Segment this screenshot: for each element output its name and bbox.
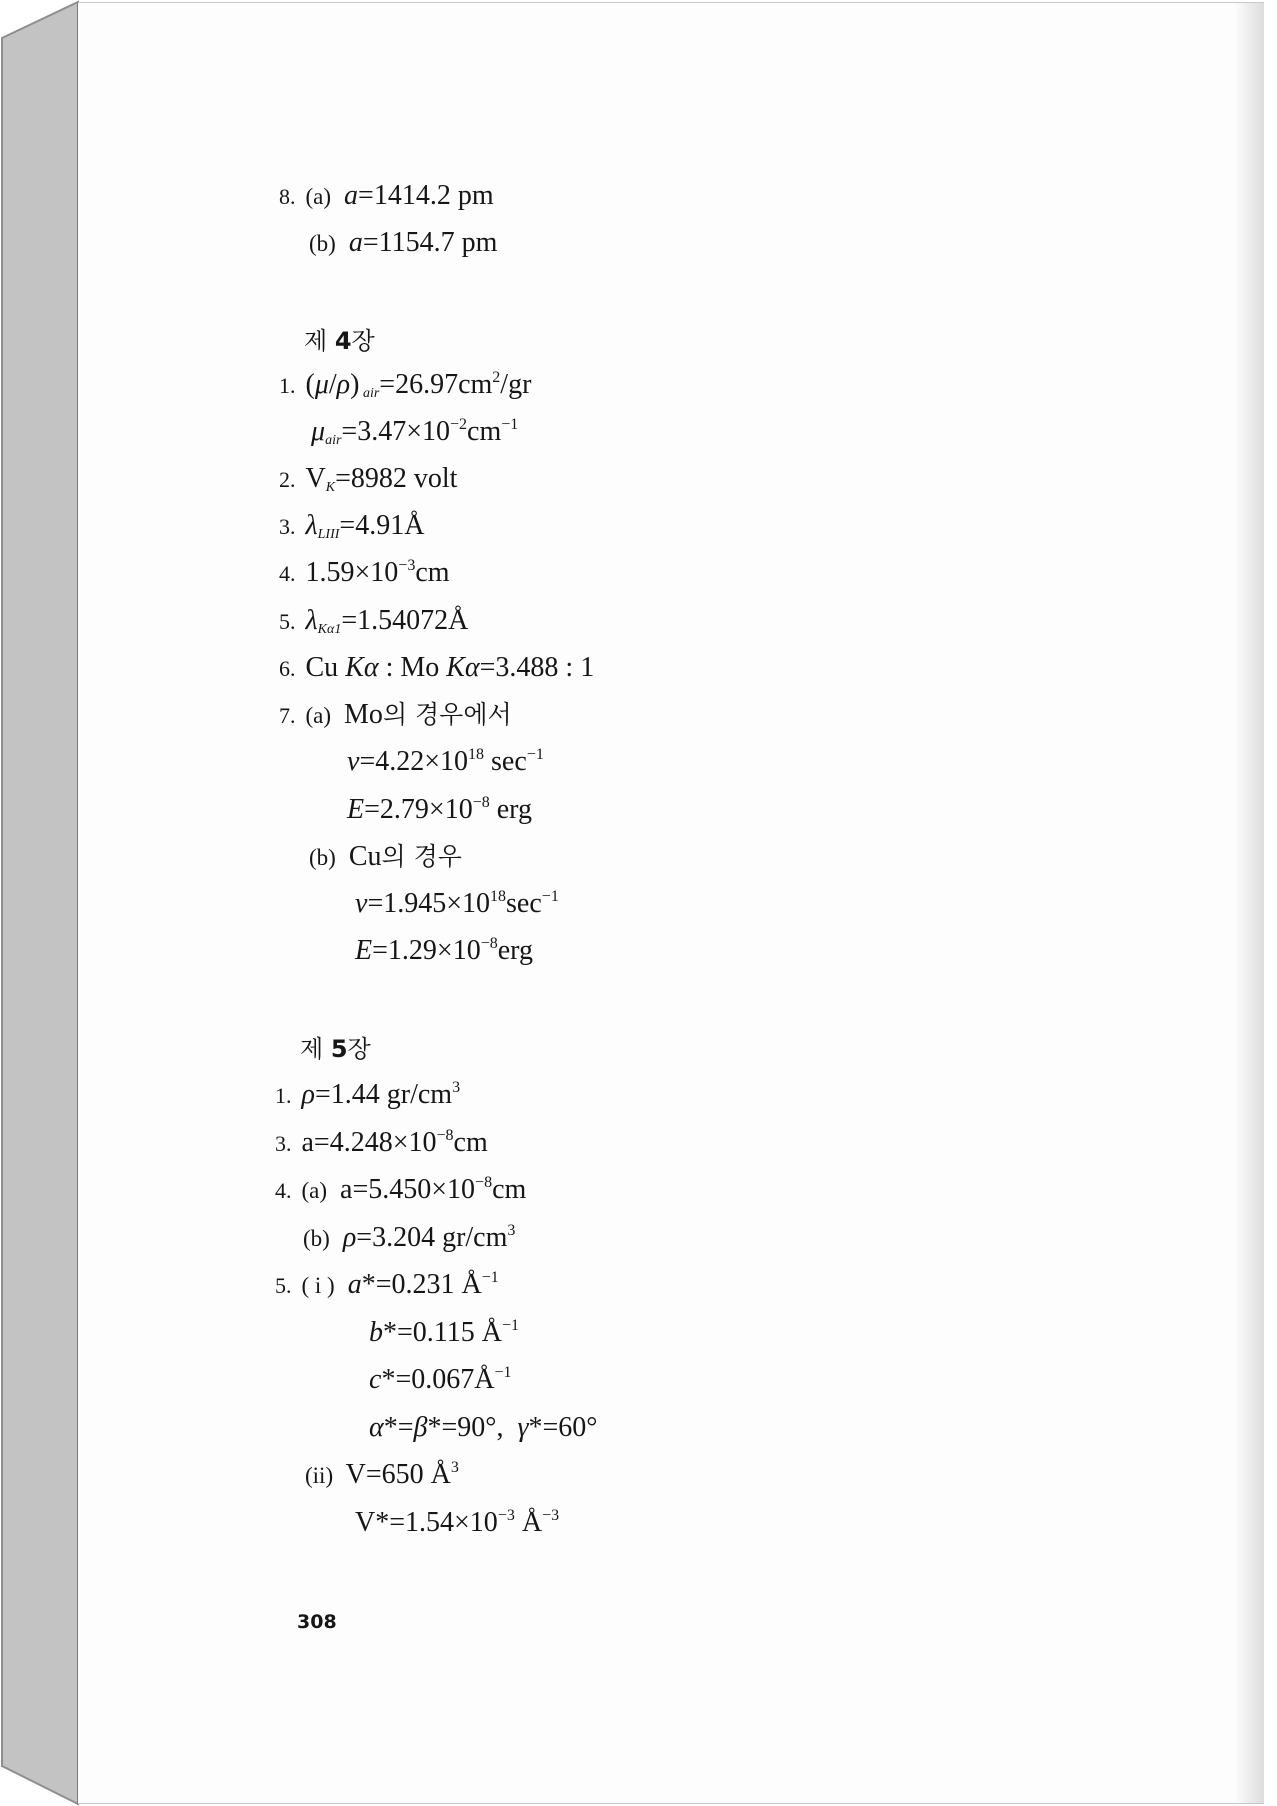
ch5-answer-5i-a: 5. ( i ) a*=0.231 $Å^{-1}$ [275,1269,499,1300]
ch4-answer-7b-nu: $\nu=1.945\times 10^{18}\sec^{-1}$ [355,888,559,919]
ch5-answer-4a: 4. (a) $a=5.450\times 10^{-8}cm$ [275,1174,527,1205]
answer-8b: (b) a=1154.7 pm [309,227,498,258]
ch4-answer-4: 4. $1.59\times 10^{-3}cm$ [279,557,450,588]
ch5-answer-5ii: (ii) V=650 $Å^3$ [305,1459,459,1490]
ch4-answer-7b: (b) Cu의 경우 [309,841,462,872]
ch4-answer-5: 5. $\lambda_{K\alpha 1}=1.54072Å$ [279,605,469,637]
ch5-answer-5i-angles: α*=β*=90°, γ*=60° [369,1412,598,1443]
ch5-answer-5ii-vstar: $V*=1.54\times 10^{-3}$ $Å^{-3}$ [355,1507,560,1538]
page-edge-shadow [1234,3,1264,1803]
ch4-answer-7a: 7. (a) Mo의 경우에서 [279,699,512,730]
ch5-answer-5i-b: b*=0.115 $Å^{-1}$ [369,1317,520,1348]
ch5-answer-1: 1. ρ=1.44 $gr/cm^3$ [275,1079,461,1110]
answer-8a: 8. (a) a=1414.2 pm [279,180,494,211]
ch5-answer-3: 3. $a=4.248\times 10^{-8}cm$ [275,1127,488,1158]
ch4-answer-7a-nu: $\nu=4.22\times 10^{18}$ $\sec^{-1}$ [347,746,544,777]
ch4-answer-1b: $\mu_{air}=3.47\times 10^{-2}cm^{-1}$ [311,416,519,448]
ch4-answer-7b-e: $E=1.29\times 10^{-8}erg$ [355,935,533,966]
chapter-5-heading: 제 5장 [300,1035,371,1063]
ch4-answer-6: 6. Cu Kα : Mo Kα=3.488 : 1 [279,652,595,683]
page-number: 308 [297,1611,337,1633]
ch4-answer-3: 3. $\lambda_{LIII}=4.91Å$ [279,510,425,542]
ch4-answer-7a-e: $E=2.79\times 10^{-8}$ erg [347,794,532,825]
ch4-answer-1: 1. (μ/ρ) $_{air}=26.97cm^2/gr$ [279,369,532,401]
ch5-answer-4b: (b) ρ=3.204 $gr/cm^3$ [303,1222,516,1253]
ch4-answer-2: 2. $V_K=8982$ volt [279,463,458,495]
chapter-4-heading: 제 4장 [304,327,375,355]
ch5-answer-5i-c: $c*=0.067Å^{-1}$ [369,1364,512,1395]
page [78,2,1264,1804]
